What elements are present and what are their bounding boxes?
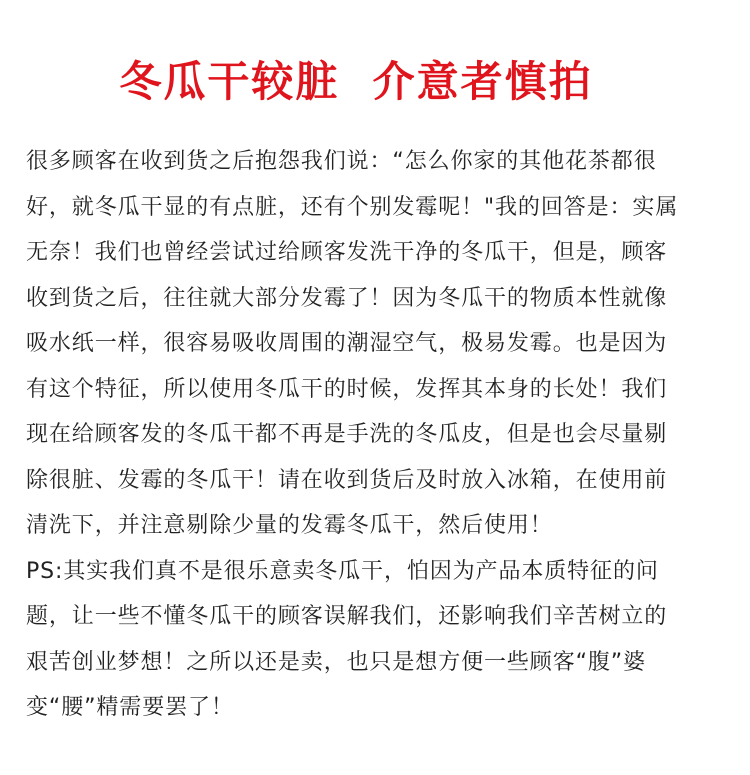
body-line: 无奈！我们也曾经尝试过给顾客发洗干净的冬瓜干，但是，顾客 (26, 240, 668, 265)
body-line: 有这个特征，所以使用冬瓜干的时候，发挥其本身的长处！我们 (26, 376, 668, 402)
ps-line: 题，让一些不懂冬瓜干的顾客误解我们，还影响我们辛苦树立的 (26, 604, 668, 629)
notice-title: 冬瓜干较脏 介意者慎拍 (119, 57, 593, 106)
ps-line: 艰苦创业梦想！之所以还是卖，也只是想方便一些顾客“腹”婆 (26, 649, 646, 675)
ps-line: 变“腰”精需要罢了！ (26, 695, 234, 720)
ps-line: PS:其实我们真不是很乐意卖冬瓜干，怕因为产品本质特征的问 (26, 558, 659, 584)
body-line: 好，就冬瓜干显的有点脏，还有个别发霉呢！"我的回答是：实属 (26, 194, 679, 220)
body-line: 吸水纸一样，很容易吸收周围的潮湿空气，极易发霉。也是因为 (26, 331, 668, 356)
body-line: 很多顾客在收到货之后抱怨我们说：“怎么你家的其他花茶都很 (26, 149, 657, 174)
body-line: 收到货之后，往往就大部分发霉了！因为冬瓜干的物质本性就像 (26, 285, 668, 311)
body-line: 清洗下，并注意剔除少量的发霉冬瓜干，然后使用！ (26, 513, 553, 538)
body-line: 现在给顾客发的冬瓜干都不再是手洗的冬瓜皮，但是也会尽量剔 (26, 422, 668, 447)
notice-body (26, 139, 726, 731)
body-line: 除很脏、发霉的冬瓜干！请在收到货后及时放入冰箱，在使用前 (26, 467, 668, 493)
